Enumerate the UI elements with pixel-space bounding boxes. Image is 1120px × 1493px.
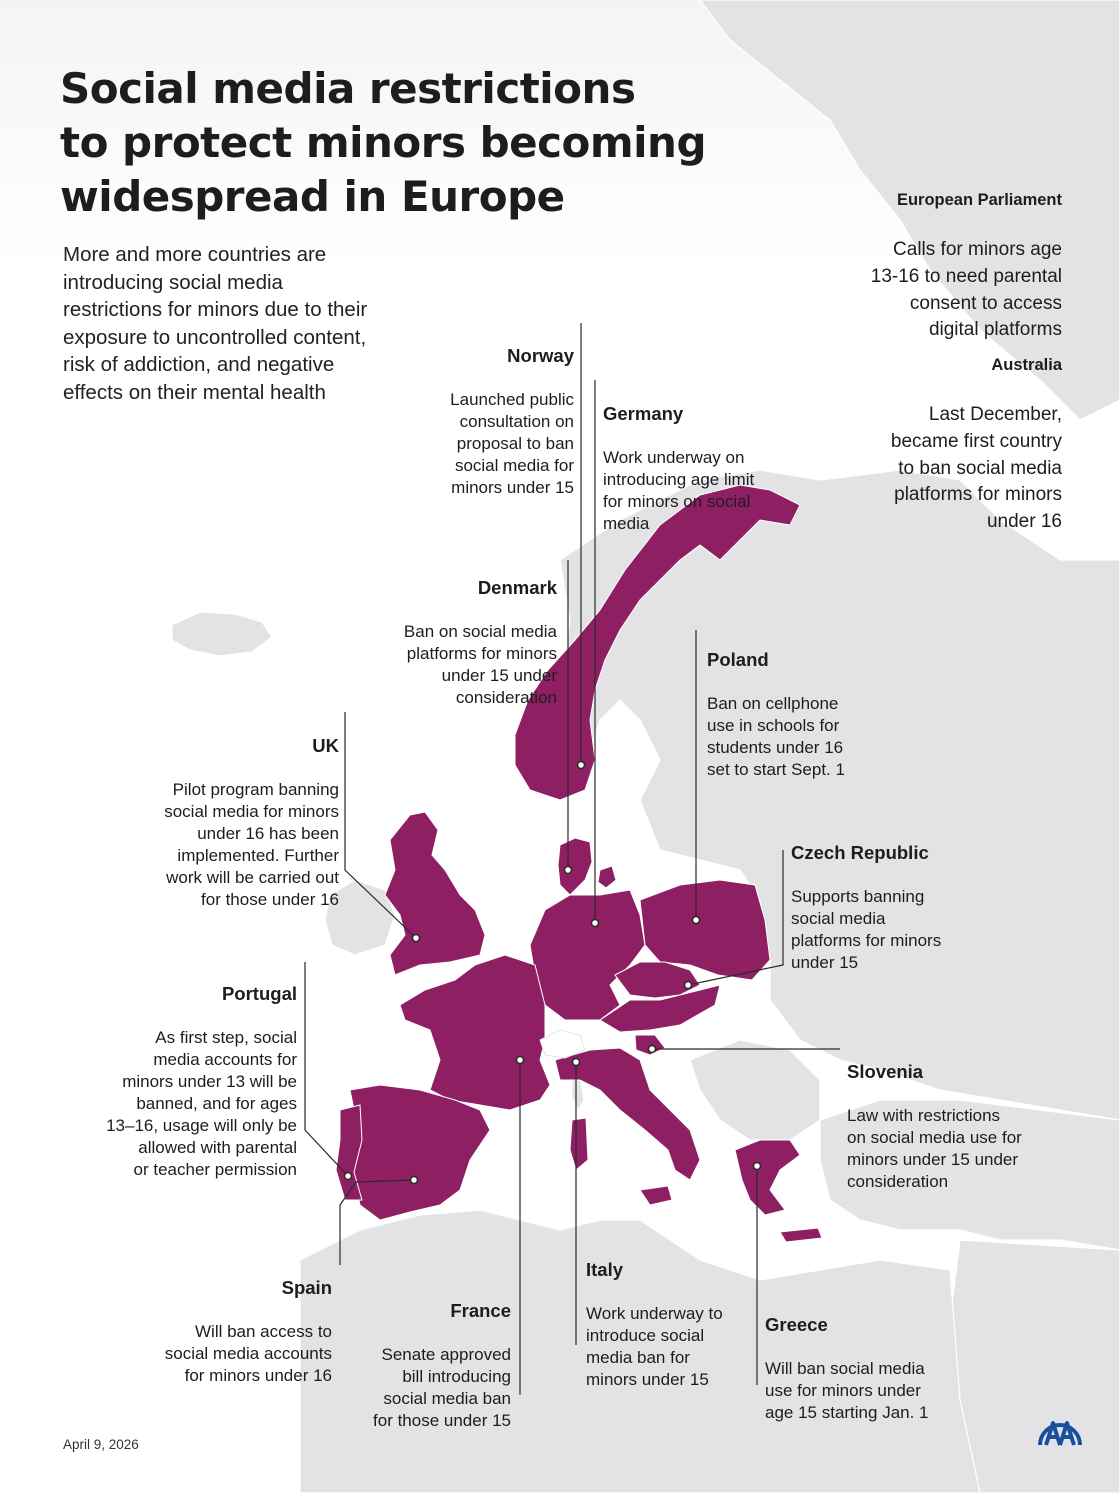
country-name: Poland: [707, 649, 769, 670]
country-text: Ban on social media platforms for minors under 15 under consideration: [403, 622, 557, 707]
marker-slovenia: [649, 1046, 656, 1053]
marker-germany: [592, 920, 599, 927]
country-text: Work underway on introducing age limit for minors on social media: [603, 448, 755, 533]
country-portugal: [336, 1105, 362, 1200]
note-text: Calls for minors age 13-16 to need parental consent to access digital platforms: [870, 239, 1062, 341]
country-text: As first step, social media accounts for minors under 13 will be banned, and for ages 13–16, usage will only be allowed with parental or teacher permission: [106, 1028, 297, 1179]
country-italy-sardinia: [570, 1118, 588, 1170]
country-name: Norway: [507, 345, 574, 366]
page-title: Social media restrictions to protect minors becoming widespread in Europe: [60, 64, 707, 221]
marker-portugal: [345, 1173, 352, 1180]
land-iceland: [172, 612, 272, 656]
country-name: UK: [312, 735, 339, 756]
country-text: Will ban social media use for minors under age 15 starting Jan. 1: [765, 1359, 929, 1422]
country-name: Greece: [765, 1314, 828, 1335]
country-text: Will ban access to social media accounts for minors under 16: [164, 1322, 332, 1385]
marker-uk: [413, 935, 420, 942]
publish-date: April 9, 2026: [63, 1437, 139, 1452]
country-uk: [385, 812, 485, 975]
country-text: Senate approved bill introducing social media ban for those under 15: [373, 1345, 511, 1430]
country-france: [400, 955, 550, 1110]
annotation-portugal: [106, 961, 297, 1181]
marker-italy: [573, 1059, 580, 1066]
country-text: Law with restrictions on social media use for minors under 15 under consideration: [847, 1106, 1022, 1191]
intro-text: More and more countries are introducing social media restrictions for minors due to their exposure to uncontrolled content, risk of addiction, and negative effects on their mental health: [63, 243, 368, 404]
country-name: Portugal: [221, 983, 297, 1004]
annotation-greece: [765, 1292, 929, 1424]
annotation-germany: [603, 381, 754, 535]
country-text: Ban on cellphone use in schools for students under 16 set to start Sept. 1: [707, 694, 845, 779]
annotation-france: [373, 1278, 511, 1432]
country-name: Spain: [281, 1277, 332, 1298]
country-name: Germany: [603, 403, 684, 424]
marker-czech: [685, 982, 692, 989]
marker-poland: [693, 917, 700, 924]
note-european-parliament: [871, 171, 1062, 362]
country-name: Czech Republic: [791, 842, 929, 863]
annotation-uk: [164, 713, 339, 911]
country-germany: [530, 890, 645, 1020]
annotation-denmark: [404, 555, 557, 709]
country-name: Denmark: [477, 577, 557, 598]
country-text: Work underway to introduce social media ban for minors under 15: [586, 1304, 723, 1389]
note-name: Australia: [991, 356, 1062, 374]
land-balkans: [690, 1040, 820, 1140]
land-middle-east: [950, 1240, 1120, 1493]
country-denmark-island: [598, 866, 616, 888]
country-greece: [735, 1140, 800, 1215]
marker-norway: [578, 762, 585, 769]
annotation-czech-republic: [791, 820, 941, 974]
annotation-norway: [450, 323, 574, 499]
note-australia: [891, 336, 1062, 554]
aa-logo-icon: [1036, 1405, 1084, 1453]
annotation-italy: [586, 1237, 723, 1391]
country-text: Launched public consultation on proposal to ban social media for minors under 15: [450, 390, 574, 497]
country-italy-sicily: [640, 1186, 672, 1205]
marker-spain: [411, 1177, 418, 1184]
country-denmark: [558, 838, 592, 895]
note-text: Last December, became first country to ban social media platforms for minors under 16: [890, 404, 1062, 533]
annotation-poland: [707, 627, 845, 781]
annotation-slovenia: [847, 1039, 1022, 1193]
note-name: European Parliament: [896, 191, 1062, 209]
marker-france: [517, 1057, 524, 1064]
country-name: France: [450, 1300, 511, 1321]
marker-greece: [754, 1163, 761, 1170]
annotation-spain: [165, 1255, 332, 1387]
country-name: Slovenia: [847, 1061, 924, 1082]
country-greece-crete: [780, 1228, 822, 1242]
marker-denmark: [565, 867, 572, 874]
country-text: Supports banning social media platforms for minors under 15: [791, 887, 942, 972]
country-spain: [350, 1085, 490, 1220]
country-name: Italy: [586, 1259, 624, 1280]
country-text: Pilot program banning social media for minors under 16 has been implemented. Further work will be carried out for those under 16: [164, 780, 339, 909]
